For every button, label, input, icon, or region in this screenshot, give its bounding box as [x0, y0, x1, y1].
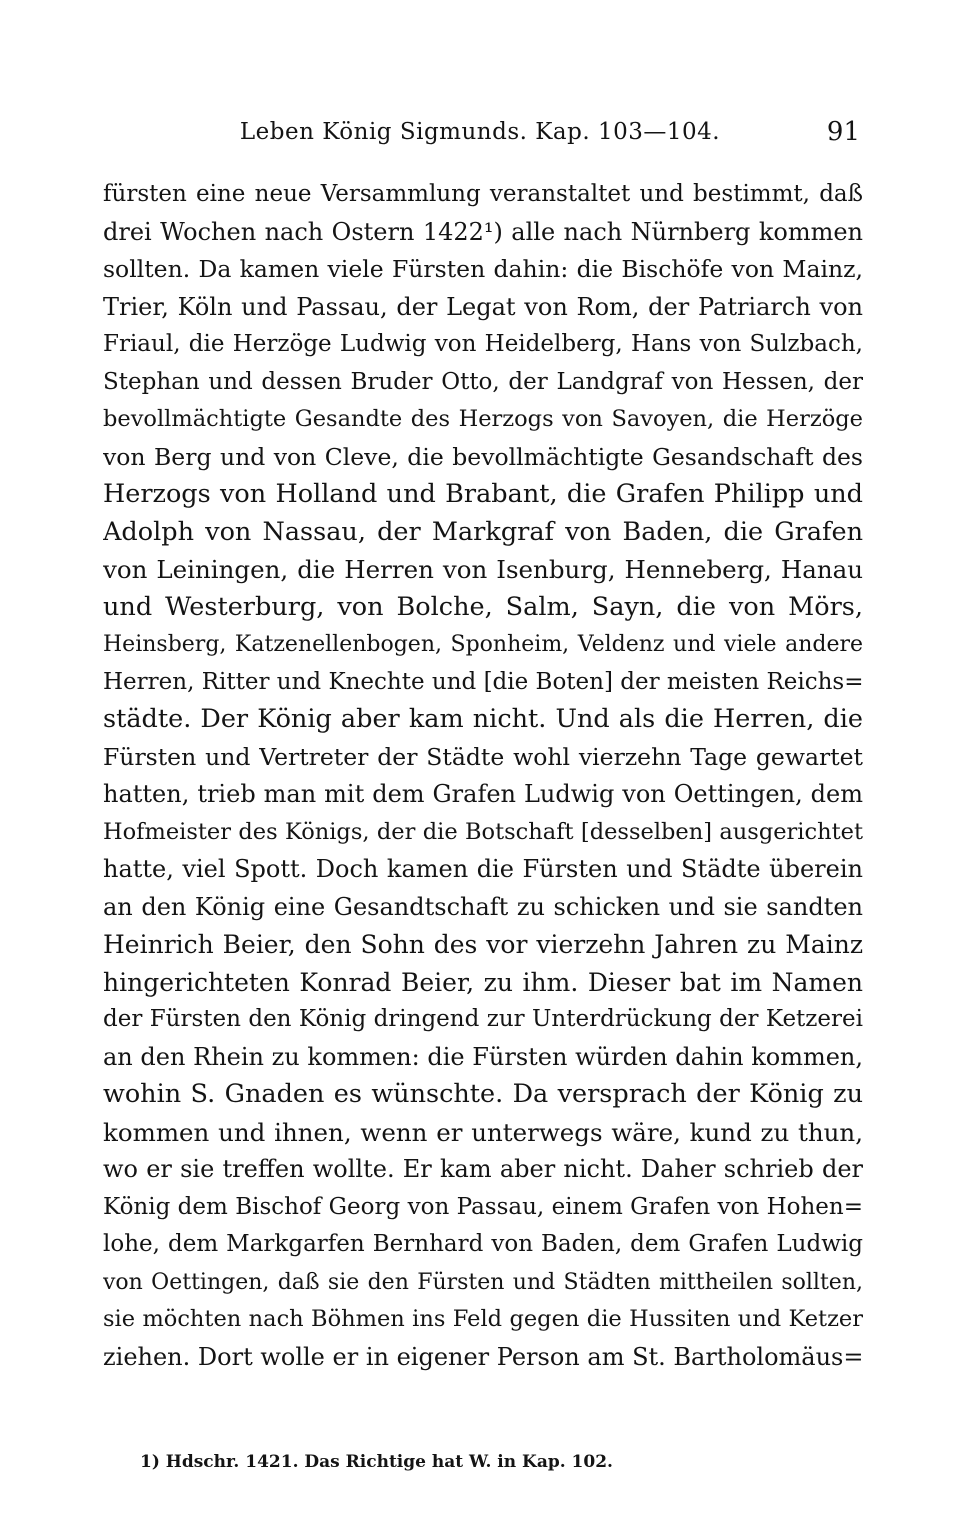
text-line: sie möchten nach Böhmen ins Feld gegen die Hussiten und Ketzer — [103, 1306, 863, 1332]
text-line: an den König eine Gesandtschaft zu schicken und sie sandten — [103, 892, 863, 921]
text-line: wohin S. Gnaden es wünschte. Da versprach der König zu — [103, 1079, 863, 1109]
text-line: kommen und ihnen, wenn er unterwegs wäre, kund zu thun, — [103, 1117, 863, 1147]
text-line: Herzogs von Holland und Brabant, die Grafen Philipp und — [103, 479, 863, 509]
text-line: von Leiningen, die Herren von Isenburg, Henneberg, Hanau — [103, 555, 863, 584]
text-line: Adolph von Nassau, der Markgraf von Baden, die Grafen — [103, 516, 863, 547]
text-line: von Oettingen, daß sie den Fürsten und Städten mittheilen sollten, — [103, 1269, 863, 1295]
text-line: hingerichteten Konrad Beier, zu ihm. Dieser bat im Namen — [103, 967, 863, 997]
body-text — [103, 176, 863, 1376]
text-line: hatte, viel Spott. Doch kamen die Fürsten und Städte überein — [103, 855, 863, 883]
text-line: Trier, Köln und Passau, der Legat von Rom, der Patriarch von — [103, 292, 863, 321]
text-line: Heinsberg, Katzenellenbogen, Sponheim, Veldenz und viele andere — [103, 632, 863, 657]
running-title: Leben König Sigmunds. Kap. 103—104. — [239, 119, 721, 145]
text-line: städte. Der König aber kam nicht. Und als die Herren, die — [103, 704, 863, 734]
text-line: hatten, trieb man mit dem Grafen Ludwig von Oettingen, dem — [103, 780, 863, 808]
text-line: lohe, dem Markgarfen Bernhard von Baden, dem Grafen Ludwig — [103, 1231, 863, 1257]
page-number: 91 — [826, 117, 860, 147]
footnote: 1) Hdschr. 1421. Das Richtige hat W. in Kap. 102. — [140, 1452, 613, 1472]
text-line: fürsten eine neue Versammlung veranstaltet und bestimmt, daß — [103, 181, 863, 207]
text-line: Friaul, die Herzöge Ludwig von Heidelberg, Hans von Sulzbach, — [103, 331, 863, 357]
text-line: wo er sie treffen wollte. Er kam aber nicht. Daher schrieb der — [103, 1155, 863, 1183]
text-line: ziehen. Dort wolle er in eigener Person am St. Bartholomäus= — [103, 1342, 863, 1371]
text-line: Stephan und dessen Bruder Otto, der Landgraf von Hessen, der — [103, 368, 863, 395]
text-line: drei Wochen nach Ostern 1422¹) alle nach Nürnberg kommen — [103, 217, 863, 246]
text-line: an den Rhein zu kommen: die Fürsten würden dahin kommen, — [103, 1042, 863, 1071]
page-header — [100, 112, 860, 152]
text-line: und Westerburg, von Bolche, Salm, Sayn, die von Mörs, — [103, 591, 863, 622]
text-line: der Fürsten den König dringend zur Unterdrückung der Ketzerei — [103, 1006, 863, 1032]
text-line: bevollmächtigte Gesandte des Herzogs von Savoyen, die Herzöge — [103, 406, 863, 432]
text-line: Herren, Ritter und Knechte und [die Boten] der meisten Reichs= — [103, 668, 863, 695]
text-line: König dem Bischof Georg von Passau, einem Grafen von Hohen= — [103, 1193, 863, 1220]
text-line: Hofmeister des Königs, der die Botschaft [desselben] ausgerichtet — [103, 818, 863, 845]
text-line: Fürsten und Vertreter der Städte wohl vierzehn Tage gewartet — [103, 742, 863, 771]
text-line: von Berg und von Cleve, die bevollmächtigte Gesandschaft des — [103, 442, 863, 471]
text-line: sollten. Da kamen viele Fürsten dahin: die Bischöfe von Mainz, — [103, 255, 863, 283]
text-line: Heinrich Beier, den Sohn des vor vierzehn Jahren zu Mainz — [103, 930, 863, 959]
